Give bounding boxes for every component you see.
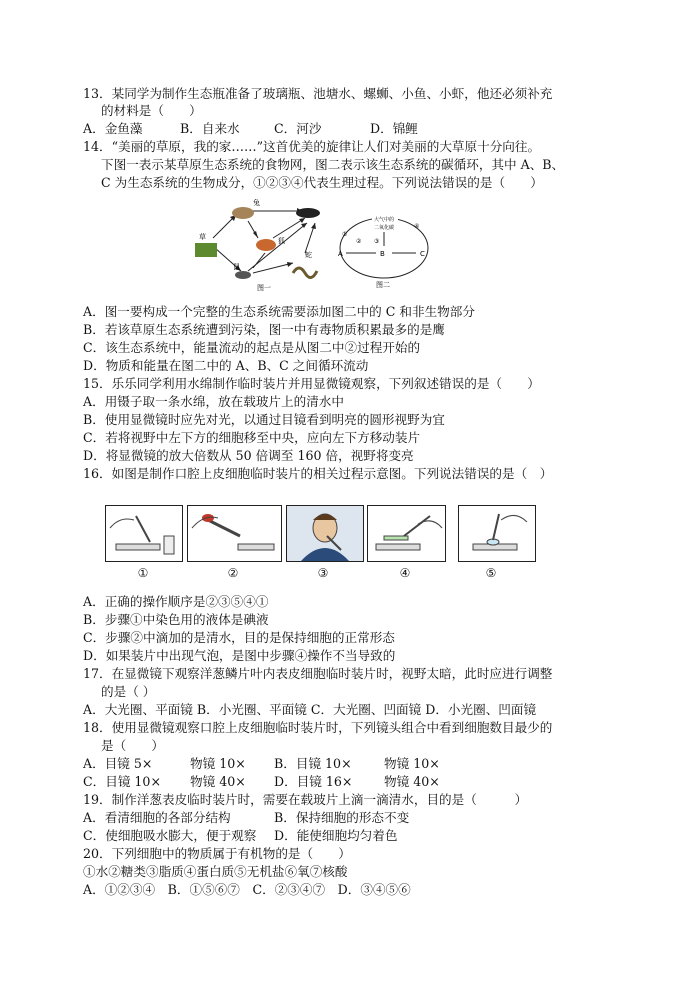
node-c: C [420, 250, 425, 258]
process-4: ④ [414, 223, 420, 230]
q15-stem: 15．乐乐同学利用水绵制作临时装片并用显微镜观察，下列叙述错误的是（ ） [83, 376, 540, 391]
q18-option-a-objective: 物镜 10× [190, 756, 246, 771]
q18-option-c-objective: 物镜 40× [190, 774, 246, 789]
q16-option-d: D．如果装片中出现气泡，是图中步骤④操作不当导致的 [83, 648, 396, 663]
q18-stem-line1: 18．使用显微镜观察口腔上皮细胞临时装片时，下列镜头组合中看到细胞数目最少的 [83, 720, 553, 735]
step1-illustration [105, 505, 183, 562]
q19-option-c: C．使细胞吸水膨大，便于观察 [83, 828, 257, 843]
atmosphere-label-line1: 大气中的 [374, 217, 395, 223]
q15-option-b: B．使用显微镜时应先对光，以通过目镜看到明亮的圆形视野为宜 [83, 412, 445, 427]
step-label-2: ② [227, 566, 239, 580]
step-label-3: ③ [317, 566, 329, 580]
mouse-label: 鼠 [233, 263, 240, 271]
q19-option-b: B．保持细胞的形态不变 [274, 810, 410, 825]
q20-stem: 20．下列细胞中的物质属于有机物的是（ ） [83, 846, 351, 861]
snake-label: 蛇 [305, 251, 312, 259]
q20-options: A．①②③④ B．①⑤⑥⑦ C．②③④⑦ D．③④⑤⑥ [83, 882, 411, 897]
figure1-caption: 图一 [257, 284, 271, 292]
q13-option-d: D．锦鲤 [370, 121, 418, 136]
q16-option-c: C．步骤②中滴加的是清水，目的是保持细胞的正常形态 [83, 630, 395, 645]
q14-option-d: D．物质和能量在图二中的 A、B、C 之间循环流动 [83, 358, 369, 373]
q17-stem-line1: 17．在显微镜下观察洋葱鳞片叶内表皮细胞临时装片时，视野太暗，此时应进行调整 [83, 666, 553, 681]
q14-option-b: B．若该草原生态系统遭到污染，图一中有毒物质积累最多的是鹰 [83, 322, 445, 337]
q14-stem-line3: C 为生态系统的生物成分，①②③④代表生理过程。下列说法错误的是（ ） [101, 175, 543, 190]
q14-option-a: A．图一要构成一个完整的生态系统需要添加图二中的 C 和非生物部分 [83, 304, 475, 319]
q15-option-d: D．将显微镜的放大倍数从 50 倍调至 160 倍，视野将变亮 [83, 448, 414, 463]
fox-label: 狐 [278, 237, 285, 245]
step2-illustration [187, 505, 282, 562]
step5-illustration [458, 505, 536, 562]
q17-options: A．大光圈、平面镜 B．小光圈、平面镜 C．大光圈、凹面镜 D．小光圈、凹面镜 [83, 702, 537, 717]
rabbit-label: 兔 [253, 199, 260, 207]
eagle-icon [296, 208, 320, 218]
figure2-caption: 图二 [376, 281, 390, 289]
q13-option-b: B．自来水 [180, 121, 240, 136]
arrow-mouse-snake [253, 263, 293, 273]
q20-items: ①水②糖类③脂质④蛋白质⑤无机盐⑥氧⑦核酸 [83, 864, 348, 879]
q14-stem-line1: 14．“美丽的草原，我的家……”这首优美的旋律让人们对美丽的大草原十分向往。 [83, 139, 541, 154]
carbon-cycle-figure [336, 198, 432, 290]
step-label-1: ① [137, 566, 149, 580]
q15-option-c: C．若将视野中左下方的细胞移至中央，应向左下方移动装片 [83, 430, 421, 445]
atmosphere-label-line2: 二氧化碳 [374, 225, 395, 231]
step-label-5: ⑤ [485, 566, 497, 580]
grass-label: 草 [199, 233, 206, 241]
q13-option-c: C．河沙 [274, 121, 322, 136]
process-2: ② [356, 238, 362, 245]
q18-option-b-objective: 物镜 10× [384, 756, 440, 771]
step-label-4: ④ [399, 566, 411, 580]
q16-option-a: A．正确的操作顺序是②③⑤④① [83, 594, 269, 609]
q18-option-b-ocular: B．目镜 10× [274, 756, 352, 771]
mouse-icon [235, 271, 251, 279]
q16-option-b: B．步骤①中染色用的液体是碘液 [83, 612, 269, 627]
q18-option-c-ocular: C．目镜 10× [83, 774, 161, 789]
rabbit-icon [232, 207, 254, 219]
q19-stem: 19．制作洋葱表皮临时装片时，需要在载玻片上滴一滴清水，目的是（ ） [83, 792, 528, 807]
q15-option-a: A．用镊子取一条水绵，放在载玻片上的清水中 [83, 394, 344, 409]
fox-icon [256, 239, 276, 251]
q13-stem-line1: 13．某同学为制作生态瓶准备了玻璃瓶、池塘水、螺蛳、小鱼、小虾，他还必须补充 [83, 86, 553, 101]
q18-option-d-ocular: D．目镜 16× [274, 774, 353, 789]
grass-icon [195, 243, 217, 257]
q16-stem: 16．如图是制作口腔上皮细胞临时装片的相关过程示意图。下列说法错误的是（ ） [83, 466, 553, 481]
snake-icon [293, 268, 317, 278]
q14-stem-line2: 下图一表示某草原生态系统的食物网，图二表示该生态系统的碳循环，其中 A、B、 [101, 157, 565, 172]
node-a: A [338, 250, 343, 258]
q13-stem-line2: 的材料是（ ） [101, 103, 202, 118]
q13-option-a: A．金鱼藻 [83, 121, 143, 136]
q19-option-d: D．能使细胞均匀着色 [274, 828, 398, 843]
q18-option-d-objective: 物镜 40× [384, 774, 440, 789]
q18-stem-line2: 是（ ） [101, 738, 164, 753]
q14-option-c: C．该生态系统中，能量流动的起点是从图二中②过程开始的 [83, 340, 421, 355]
q18-option-a-ocular: A．目镜 5× [83, 756, 153, 771]
q19-option-a: A．看清细胞的各部分结构 [83, 810, 231, 825]
node-b: B [380, 250, 385, 258]
food-web-figure [193, 193, 335, 293]
q17-stem-line2: 的是（ ） [101, 684, 156, 699]
process-1: ① [342, 231, 348, 238]
process-3: ③ [374, 238, 380, 245]
step4-illustration [367, 505, 446, 562]
step3-illustration [286, 505, 364, 562]
